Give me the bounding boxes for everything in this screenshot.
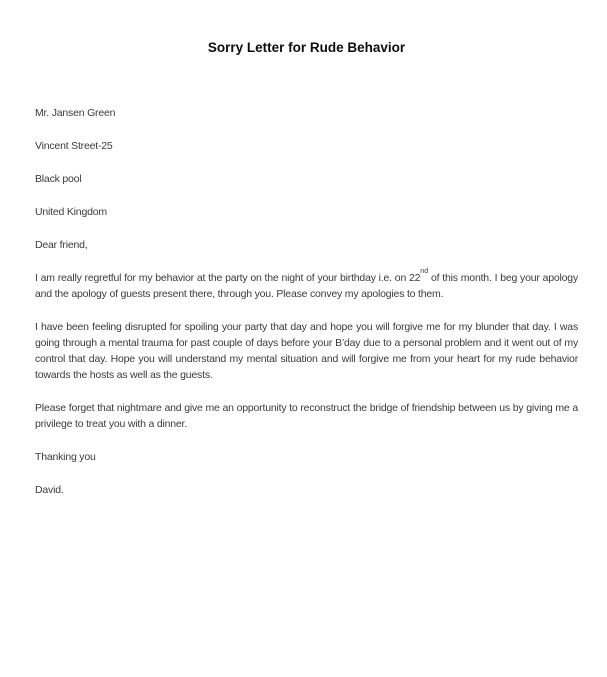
ordinal-superscript: nd <box>420 268 429 275</box>
closing: Thanking you <box>35 451 96 463</box>
recipient-name: Mr. Jansen Green <box>35 107 116 119</box>
recipient-address <box>35 105 578 220</box>
recipient-city: Black pool <box>35 173 82 185</box>
paragraph-1-text: I am really regretful for my behavior at the party on the night of your birthday i.e. on 22 <box>35 272 421 284</box>
body-paragraph-2: I have been feeling disrupted for spoiling your party that day and hope you will forgive me for my blunder that day. I was going through a mental trauma for past couple of days before your B’day due to a personal problem and it went out of my control that day. Hope you will understand my mental situation and will forgive me from your heart for my rude behavior towards the hosts as well as the guests. <box>35 321 578 381</box>
paragraph-1-text-continued: of this month. I beg your apology and the apology of guests present there, through you. Please convey my apologies to them. <box>35 272 578 300</box>
body-paragraph-3: Please forget that nightmare and give me an opportunity to reconstruct the bridge of friendship between us by giving me a privilege to treat you with a dinner. <box>35 402 578 430</box>
signature: David. <box>35 484 64 496</box>
recipient-street: Vincent Street-25 <box>35 140 113 152</box>
letter-title: Sorry Letter for Rude Behavior <box>207 40 406 55</box>
salutation: Dear friend, <box>35 239 88 251</box>
recipient-country: United Kingdom <box>35 206 107 218</box>
body-paragraph-1 <box>35 270 578 302</box>
